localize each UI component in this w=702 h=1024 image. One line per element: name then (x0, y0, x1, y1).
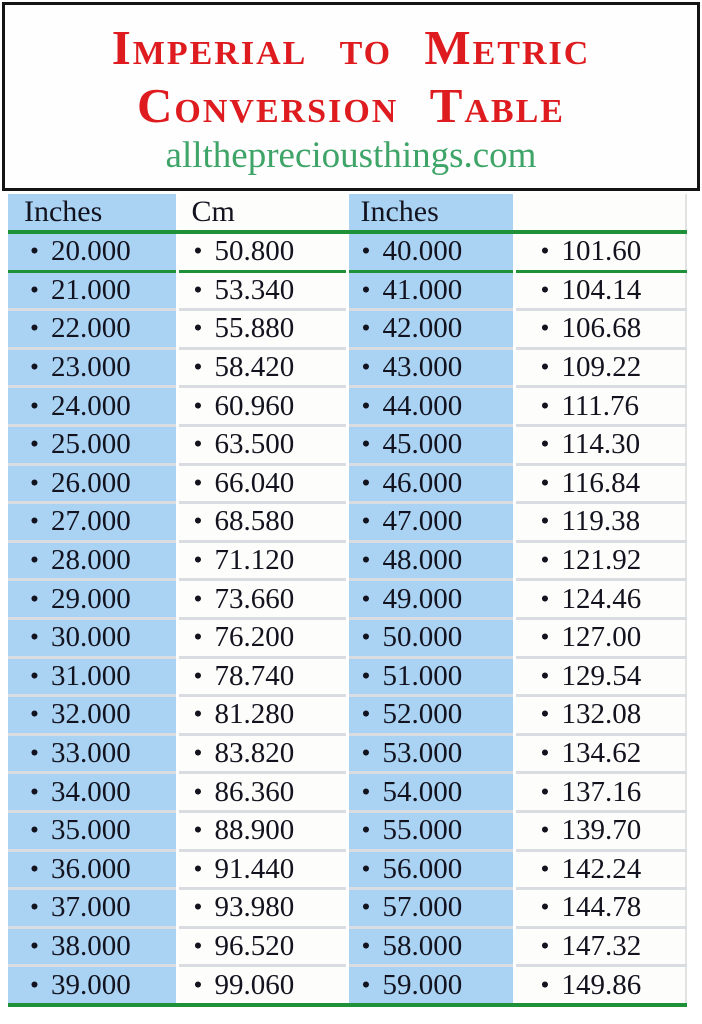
cell-value: 83.820 (214, 737, 295, 770)
bullet-icon: • (361, 738, 371, 768)
table-cell (514, 811, 686, 850)
table-cell (177, 927, 347, 966)
bullet-icon: • (193, 352, 203, 382)
bullet-icon: • (361, 274, 371, 304)
bullet-icon: • (540, 660, 550, 690)
table-cell (177, 657, 347, 696)
column-header-inches-left: Inches (8, 194, 177, 232)
table-cell (347, 773, 514, 812)
cell-value: 23.000 (50, 351, 131, 384)
page-title (112, 19, 591, 135)
table-row (8, 271, 686, 310)
cell-value: 88.900 (214, 814, 295, 847)
table-row (8, 850, 686, 889)
title-box (2, 2, 700, 191)
table-row (8, 927, 686, 966)
table-cell (177, 271, 347, 310)
table-row (8, 425, 686, 464)
bullet-icon: • (30, 930, 39, 960)
bullet-icon: • (361, 467, 371, 497)
cell-value: 99.060 (214, 968, 295, 1001)
table-cell (177, 580, 347, 619)
table-row (8, 580, 686, 619)
cell-value: 35.000 (50, 814, 131, 847)
cell-value: 66.040 (214, 466, 295, 499)
table-row (8, 966, 686, 1005)
bullet-icon: • (540, 583, 550, 613)
table-cell (177, 734, 347, 773)
cell-value: 116.84 (561, 466, 641, 499)
cell-value: 78.740 (214, 659, 295, 692)
bullet-icon: • (540, 930, 550, 960)
table-cell (514, 696, 686, 735)
cell-value: 106.68 (561, 312, 642, 345)
bullet-icon: • (361, 506, 371, 536)
table-cell (514, 503, 686, 542)
table-row (8, 773, 686, 812)
cell-value: 111.76 (561, 389, 640, 422)
table-cell (8, 425, 177, 464)
cell-value: 53.000 (382, 737, 463, 770)
table-row (8, 696, 686, 735)
table-cell (514, 425, 686, 464)
table-cell (8, 773, 177, 812)
table-row (8, 232, 686, 271)
table-cell (8, 657, 177, 696)
bullet-icon: • (30, 274, 39, 304)
cell-value: 147.32 (561, 929, 642, 962)
bullet-icon: • (540, 815, 550, 845)
cell-value: 73.660 (214, 582, 295, 615)
table-cell (177, 696, 347, 735)
bullet-icon: • (193, 853, 203, 883)
bullet-icon: • (30, 583, 39, 613)
bullet-icon: • (193, 429, 203, 459)
cell-value: 58.000 (382, 929, 463, 962)
cell-value: 51.000 (382, 659, 463, 692)
cell-value: 42.000 (382, 312, 463, 345)
cell-value: 33.000 (50, 737, 131, 770)
bullet-icon: • (361, 313, 371, 343)
table-cell (8, 232, 177, 271)
website-text: allthepreciousthings.com (165, 134, 537, 176)
table-cell (347, 387, 514, 426)
cell-value: 21.000 (50, 273, 131, 306)
bullet-icon: • (30, 776, 39, 806)
table-cell (8, 464, 177, 503)
bullet-icon: • (361, 969, 371, 999)
table-cell (514, 541, 686, 580)
cell-value: 48.000 (382, 544, 463, 577)
cell-value: 124.46 (561, 582, 642, 615)
table-cell (8, 889, 177, 928)
bullet-icon: • (361, 660, 371, 690)
table-cell (177, 773, 347, 812)
cell-value: 40.000 (382, 235, 463, 268)
bullet-icon: • (193, 274, 203, 304)
cell-value: 27.000 (50, 505, 131, 538)
table-row (8, 889, 686, 928)
bullet-icon: • (30, 506, 39, 536)
table-cell (8, 811, 177, 850)
bullet-icon: • (361, 545, 371, 575)
cell-value: 144.78 (561, 891, 642, 924)
cell-value: 54.000 (382, 775, 463, 808)
table-cell (347, 425, 514, 464)
table-cell (8, 310, 177, 349)
bullet-icon: • (540, 699, 550, 729)
cell-value: 149.86 (561, 968, 642, 1001)
bullet-icon: • (540, 738, 550, 768)
bullet-icon: • (361, 622, 371, 652)
table-cell (347, 889, 514, 928)
bullet-icon: • (361, 352, 371, 382)
table-cell (514, 850, 686, 889)
cell-value: 93.980 (214, 891, 295, 924)
cell-value: 49.000 (382, 582, 463, 615)
bullet-icon: • (361, 390, 371, 420)
table-cell (177, 425, 347, 464)
cell-value: 50.000 (382, 621, 463, 654)
cell-value: 32.000 (50, 698, 131, 731)
table-cell (347, 734, 514, 773)
table-cell (514, 310, 686, 349)
table-cell (347, 541, 514, 580)
table-cell (347, 811, 514, 850)
table-cell (8, 850, 177, 889)
cell-value: 44.000 (382, 389, 463, 422)
table-row (8, 387, 686, 426)
bullet-icon: • (361, 930, 371, 960)
bullet-icon: • (540, 892, 550, 922)
cell-value: 91.440 (214, 852, 295, 885)
table-cell (8, 387, 177, 426)
bullet-icon: • (361, 699, 371, 729)
table-cell (8, 541, 177, 580)
cell-value: 71.120 (214, 544, 295, 577)
cell-value: 28.000 (50, 544, 131, 577)
table-cell (177, 348, 347, 387)
cell-value: 119.38 (561, 505, 641, 538)
bullet-icon: • (193, 892, 203, 922)
cell-value: 53.340 (214, 273, 295, 306)
cell-value: 57.000 (382, 891, 463, 924)
cell-value: 137.16 (561, 775, 642, 808)
cell-value: 81.280 (214, 698, 295, 731)
bullet-icon: • (540, 429, 550, 459)
bullet-icon: • (361, 236, 371, 266)
table-cell (8, 927, 177, 966)
bullet-icon: • (540, 545, 550, 575)
title-line-1: Imperial to Metric (111, 20, 591, 76)
cell-value: 31.000 (50, 659, 131, 692)
bullet-icon: • (193, 390, 203, 420)
cell-value: 139.70 (561, 814, 642, 847)
table-cell (347, 310, 514, 349)
table-cell (514, 734, 686, 773)
table-cell (347, 271, 514, 310)
bullet-icon: • (193, 467, 203, 497)
bullet-icon: • (540, 313, 550, 343)
cell-value: 43.000 (382, 351, 463, 384)
table-cell (8, 618, 177, 657)
bullet-icon: • (540, 506, 550, 536)
bullet-icon: • (30, 622, 39, 652)
column-header-cm-left: Cm (177, 194, 347, 232)
cell-value: 52.000 (382, 698, 463, 731)
bullet-icon: • (30, 699, 39, 729)
table-cell (8, 734, 177, 773)
table-row (8, 811, 686, 850)
cell-value: 121.92 (561, 544, 642, 577)
cell-value: 114.30 (561, 428, 641, 461)
column-header-inches-right: Inches (347, 194, 514, 232)
table-cell (514, 387, 686, 426)
bullet-icon: • (30, 313, 39, 343)
table-row (8, 734, 686, 773)
bullet-icon: • (540, 236, 550, 266)
table-cell (347, 657, 514, 696)
table-row (8, 503, 686, 542)
bullet-icon: • (361, 892, 371, 922)
table-cell (347, 696, 514, 735)
table-cell (514, 618, 686, 657)
bullet-icon: • (193, 776, 203, 806)
cell-value: 60.960 (214, 389, 295, 422)
table-row (8, 541, 686, 580)
cell-value: 58.420 (214, 351, 295, 384)
cell-value: 55.880 (214, 312, 295, 345)
bullet-icon: • (540, 969, 550, 999)
table-row (8, 348, 686, 387)
cell-value: 68.580 (214, 505, 295, 538)
bullet-icon: • (30, 467, 39, 497)
table-cell (177, 811, 347, 850)
table-body (8, 232, 686, 1005)
bullet-icon: • (30, 892, 39, 922)
table-cell (177, 310, 347, 349)
bullet-icon: • (193, 236, 203, 266)
bullet-icon: • (193, 313, 203, 343)
cell-value: 34.000 (50, 775, 131, 808)
bullet-icon: • (30, 429, 39, 459)
table-cell (177, 464, 347, 503)
table-cell (347, 580, 514, 619)
bullet-icon: • (193, 660, 203, 690)
table-cell (177, 889, 347, 928)
table-cell (177, 387, 347, 426)
bullet-icon: • (30, 853, 39, 883)
cell-value: 20.000 (50, 235, 131, 268)
cell-value: 50.800 (214, 235, 295, 268)
cell-value: 59.000 (382, 968, 463, 1001)
bullet-icon: • (361, 815, 371, 845)
table-cell (514, 927, 686, 966)
table-cell (177, 618, 347, 657)
cell-value: 47.000 (382, 505, 463, 538)
table-cell (514, 464, 686, 503)
table-cell (514, 889, 686, 928)
table-cell (514, 773, 686, 812)
table-cell (8, 271, 177, 310)
cell-value: 134.62 (561, 737, 642, 770)
cell-value: 129.54 (561, 659, 642, 692)
bullet-icon: • (193, 738, 203, 768)
conversion-table (8, 194, 687, 1007)
table-row (8, 310, 686, 349)
bullet-icon: • (30, 738, 39, 768)
table-cell (8, 503, 177, 542)
table-cell (347, 464, 514, 503)
bullet-icon: • (193, 969, 203, 999)
bullet-icon: • (30, 815, 39, 845)
cell-value: 30.000 (50, 621, 131, 654)
bullet-icon: • (30, 352, 39, 382)
table-cell (347, 966, 514, 1005)
table-cell (8, 696, 177, 735)
bullet-icon: • (540, 467, 550, 497)
bullet-icon: • (540, 390, 550, 420)
cell-value: 38.000 (50, 929, 131, 962)
table-cell (177, 850, 347, 889)
cell-value: 45.000 (382, 428, 463, 461)
cell-value: 109.22 (561, 351, 642, 384)
bullet-icon: • (30, 236, 39, 266)
cell-value: 41.000 (382, 273, 463, 306)
bullet-icon: • (361, 583, 371, 613)
cell-value: 39.000 (50, 968, 131, 1001)
table-cell (347, 232, 514, 271)
table-cell (347, 348, 514, 387)
table-cell (8, 580, 177, 619)
bullet-icon: • (30, 545, 39, 575)
cell-value: 63.500 (214, 428, 295, 461)
bullet-icon: • (193, 622, 203, 652)
bullet-icon: • (193, 545, 203, 575)
table-row (8, 618, 686, 657)
table-cell (177, 232, 347, 271)
table-cell (347, 503, 514, 542)
cell-value: 22.000 (50, 312, 131, 345)
bullet-icon: • (540, 352, 550, 382)
bullet-icon: • (30, 969, 39, 999)
cell-value: 76.200 (214, 621, 295, 654)
bullet-icon: • (361, 853, 371, 883)
table-cell (514, 232, 686, 271)
bullet-icon: • (193, 815, 203, 845)
table-row (8, 657, 686, 696)
bullet-icon: • (540, 274, 550, 304)
cell-value: 24.000 (50, 389, 131, 422)
table-cell (514, 580, 686, 619)
bullet-icon: • (193, 583, 203, 613)
table-cell (347, 927, 514, 966)
table-cell (514, 271, 686, 310)
table-header-row (8, 194, 686, 232)
cell-value: 26.000 (50, 466, 131, 499)
column-header-cm-right (514, 194, 686, 232)
cell-value: 96.520 (214, 929, 295, 962)
cell-value: 29.000 (50, 582, 131, 615)
cell-value: 132.08 (561, 698, 642, 731)
cell-value: 104.14 (561, 273, 642, 306)
table-cell (8, 966, 177, 1005)
cell-value: 142.24 (561, 852, 642, 885)
table-cell (514, 966, 686, 1005)
table-cell (177, 541, 347, 580)
table-cell (514, 348, 686, 387)
cell-value: 127.00 (561, 621, 642, 654)
cell-value: 101.60 (561, 235, 642, 268)
bullet-icon: • (193, 506, 203, 536)
bullet-icon: • (540, 622, 550, 652)
cell-value: 86.360 (214, 775, 295, 808)
cell-value: 25.000 (50, 428, 131, 461)
table-row (8, 464, 686, 503)
table-cell (177, 966, 347, 1005)
cell-value: 55.000 (382, 814, 463, 847)
bullet-icon: • (30, 390, 39, 420)
table-cell (347, 850, 514, 889)
cell-value: 37.000 (50, 891, 131, 924)
table-cell (8, 348, 177, 387)
cell-value: 56.000 (382, 852, 463, 885)
bullet-icon: • (540, 776, 550, 806)
table-cell (514, 657, 686, 696)
table-cell (347, 618, 514, 657)
bullet-icon: • (540, 853, 550, 883)
bullet-icon: • (30, 660, 39, 690)
bullet-icon: • (361, 429, 371, 459)
title-line-2: Conversion Table (137, 78, 565, 133)
cell-value: 46.000 (382, 466, 463, 499)
bullet-icon: • (361, 776, 371, 806)
bullet-icon: • (193, 930, 203, 960)
bullet-icon: • (193, 699, 203, 729)
table-cell (177, 503, 347, 542)
cell-value: 36.000 (50, 852, 131, 885)
